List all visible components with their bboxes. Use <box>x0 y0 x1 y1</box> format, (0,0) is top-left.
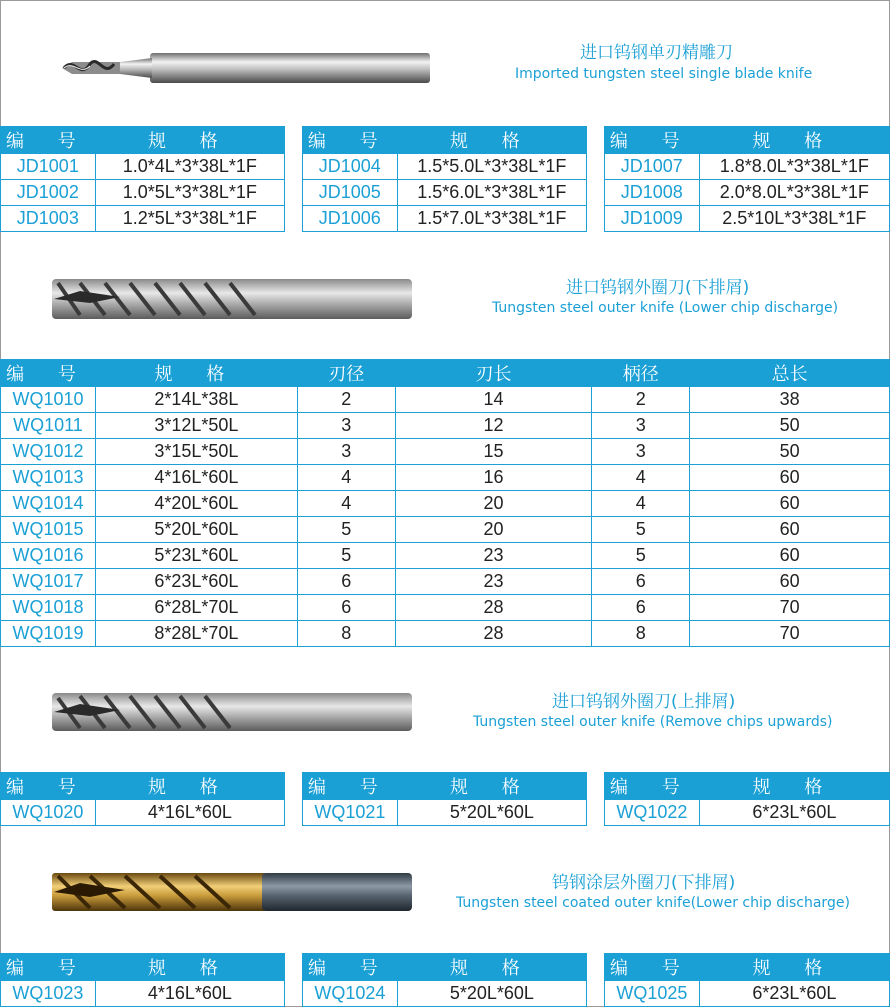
table-cell: 5 <box>297 517 395 543</box>
table-cell: 4 <box>592 491 690 517</box>
column-header: 刃径 <box>297 360 395 387</box>
table-row <box>1 413 890 439</box>
product-spec: 4*16L*60L <box>95 800 284 826</box>
product-code: WQ1010 <box>1 387 96 413</box>
product-spec: 2.0*8.0L*3*38L*1F <box>699 180 889 206</box>
header-code: 编 号 <box>303 127 398 154</box>
table-cell: 4 <box>297 491 395 517</box>
product-code: WQ1016 <box>1 543 96 569</box>
product-code: JD1006 <box>303 206 398 232</box>
section-title-cn: 进口钨钢外圈刀(下排屑) <box>566 278 750 298</box>
header-code: 编 号 <box>605 773 700 800</box>
table-cell: 60 <box>690 491 890 517</box>
table-row <box>1 517 890 543</box>
spec-table <box>302 126 587 232</box>
table-cell: 3*12L*50L <box>95 413 297 439</box>
table-cell: 6 <box>297 569 395 595</box>
product-code: JD1005 <box>303 180 398 206</box>
product-code: WQ1018 <box>1 595 96 621</box>
table-cell: 5*23L*60L <box>95 543 297 569</box>
table-cell: 50 <box>690 439 890 465</box>
table-cell: 6*23L*60L <box>95 569 297 595</box>
spec-table <box>302 772 587 826</box>
header-spec: 规 格 <box>397 127 586 154</box>
table-cell: 3 <box>297 413 395 439</box>
table-cell: 5 <box>592 517 690 543</box>
table-cell: 15 <box>395 439 592 465</box>
table-cell: 4 <box>592 465 690 491</box>
table-cell: 8*28L*70L <box>95 621 297 647</box>
column-header: 刃长 <box>395 360 592 387</box>
product-code: WQ1019 <box>1 621 96 647</box>
table-row <box>1 180 285 206</box>
table-cell: 5*20L*60L <box>95 517 297 543</box>
spec-table <box>604 126 890 232</box>
product-code: WQ1011 <box>1 413 96 439</box>
table-cell: 20 <box>395 517 592 543</box>
product-spec: 1.5*5.0L*3*38L*1F <box>397 154 586 180</box>
column-header: 规 格 <box>95 360 297 387</box>
spiral-end-mill-icon <box>50 275 415 323</box>
product-spec: 1.5*7.0L*3*38L*1F <box>397 206 586 232</box>
table-cell: 4 <box>297 465 395 491</box>
table-cell: 14 <box>395 387 592 413</box>
product-code: JD1003 <box>1 206 96 232</box>
product-spec: 1.5*6.0L*3*38L*1F <box>397 180 586 206</box>
header-spec: 规 格 <box>699 954 889 981</box>
table-cell: 23 <box>395 543 592 569</box>
table-cell: 60 <box>690 517 890 543</box>
table-row <box>1 621 890 647</box>
table-cell: 60 <box>690 465 890 491</box>
section-title-cn: 进口钨钢单刃精雕刀 <box>580 43 733 63</box>
header-spec: 规 格 <box>699 127 889 154</box>
table-row <box>1 465 890 491</box>
product-spec: 5*20L*60L <box>397 981 586 1007</box>
table-cell: 4*16L*60L <box>95 465 297 491</box>
product-spec: 4*16L*60L <box>95 981 284 1007</box>
product-spec: 6*23L*60L <box>699 981 889 1007</box>
section-title-cn: 钨钢涂层外圈刀(下排屑) <box>552 873 736 893</box>
header-code: 编 号 <box>1 954 96 981</box>
table-cell: 5 <box>297 543 395 569</box>
table-cell: 12 <box>395 413 592 439</box>
table-cell: 6 <box>592 569 690 595</box>
table-cell: 8 <box>297 621 395 647</box>
table-cell: 3*15L*50L <box>95 439 297 465</box>
table-cell: 6*28L*70L <box>95 595 297 621</box>
spec-table <box>604 953 890 1007</box>
header-code: 编 号 <box>1 127 96 154</box>
table-row <box>1 206 285 232</box>
header-spec: 规 格 <box>95 773 284 800</box>
table-row <box>1 387 890 413</box>
table-row <box>1 981 285 1007</box>
product-code: WQ1017 <box>1 569 96 595</box>
product-spec: 1.0*5L*3*38L*1F <box>95 180 284 206</box>
table-row <box>1 569 890 595</box>
table-cell: 4*20L*60L <box>95 491 297 517</box>
table-cell: 70 <box>690 595 890 621</box>
table-row <box>303 154 587 180</box>
single-blade-end-mill-icon <box>60 50 435 86</box>
table-cell: 60 <box>690 569 890 595</box>
product-code: JD1001 <box>1 154 96 180</box>
table-cell: 2*14L*38L <box>95 387 297 413</box>
section-title-cn: 进口钨钢外圈刀(上排屑) <box>552 692 736 712</box>
product-code: JD1007 <box>605 154 700 180</box>
table-row <box>605 154 890 180</box>
spec-table-full <box>0 359 890 647</box>
product-spec: 1.2*5L*3*38L*1F <box>95 206 284 232</box>
table-cell: 8 <box>592 621 690 647</box>
header-code: 编 号 <box>605 954 700 981</box>
table-cell: 20 <box>395 491 592 517</box>
table-row <box>605 800 890 826</box>
section-title-en: Tungsten steel outer knife (Remove chips upwards) <box>473 714 833 730</box>
table-row <box>303 981 587 1007</box>
table-row <box>1 491 890 517</box>
column-header: 编 号 <box>1 360 96 387</box>
table-row <box>605 206 890 232</box>
product-code: WQ1022 <box>605 800 700 826</box>
table-cell: 3 <box>592 413 690 439</box>
table-cell: 28 <box>395 621 592 647</box>
section-title-en: Tungsten steel outer knife (Lower chip discharge) <box>492 300 839 316</box>
table-cell: 70 <box>690 621 890 647</box>
table-cell: 6 <box>297 595 395 621</box>
table-row <box>1 800 285 826</box>
header-code: 编 号 <box>1 773 96 800</box>
product-spec: 6*23L*60L <box>699 800 889 826</box>
table-row <box>1 439 890 465</box>
product-code: WQ1015 <box>1 517 96 543</box>
table-cell: 60 <box>690 543 890 569</box>
header-code: 编 号 <box>303 773 398 800</box>
table-row <box>605 180 890 206</box>
product-code: WQ1021 <box>303 800 398 826</box>
section-title-en: Imported tungsten steel single blade knife <box>515 66 813 82</box>
column-header: 柄径 <box>592 360 690 387</box>
table-cell: 3 <box>297 439 395 465</box>
table-cell: 3 <box>592 439 690 465</box>
header-spec: 规 格 <box>397 954 586 981</box>
product-spec: 5*20L*60L <box>397 800 586 826</box>
header-spec: 规 格 <box>95 954 284 981</box>
product-code: WQ1023 <box>1 981 96 1007</box>
table-row <box>605 981 890 1007</box>
table-cell: 28 <box>395 595 592 621</box>
product-code: WQ1025 <box>605 981 700 1007</box>
table-cell: 5 <box>592 543 690 569</box>
table-row <box>303 206 587 232</box>
spec-table <box>0 772 285 826</box>
column-header: 总长 <box>690 360 890 387</box>
table-cell: 2 <box>297 387 395 413</box>
spiral-end-mill-icon <box>50 690 415 734</box>
table-cell: 50 <box>690 413 890 439</box>
header-code: 编 号 <box>605 127 700 154</box>
spec-table <box>302 953 587 1007</box>
product-code: JD1009 <box>605 206 700 232</box>
table-row <box>1 154 285 180</box>
product-spec: 1.0*4L*3*38L*1F <box>95 154 284 180</box>
table-row <box>1 595 890 621</box>
product-spec: 2.5*10L*3*38L*1F <box>699 206 889 232</box>
product-code: WQ1020 <box>1 800 96 826</box>
table-row <box>303 800 587 826</box>
product-code: WQ1014 <box>1 491 96 517</box>
table-cell: 16 <box>395 465 592 491</box>
product-spec: 1.8*8.0L*3*38L*1F <box>699 154 889 180</box>
spec-table <box>0 953 285 1007</box>
table-cell: 38 <box>690 387 890 413</box>
table-cell: 2 <box>592 387 690 413</box>
product-code: WQ1012 <box>1 439 96 465</box>
coated-end-mill-icon <box>50 870 415 914</box>
spec-table <box>604 772 890 826</box>
product-code: WQ1013 <box>1 465 96 491</box>
product-code: WQ1024 <box>303 981 398 1007</box>
table-cell: 23 <box>395 569 592 595</box>
table-row <box>1 543 890 569</box>
product-code: JD1002 <box>1 180 96 206</box>
table-cell: 6 <box>592 595 690 621</box>
product-code: JD1004 <box>303 154 398 180</box>
header-spec: 规 格 <box>95 127 284 154</box>
header-spec: 规 格 <box>699 773 889 800</box>
table-row <box>303 180 587 206</box>
product-code: JD1008 <box>605 180 700 206</box>
section-title-en: Tungsten steel coated outer knife(Lower chip discharge) <box>456 895 850 911</box>
header-spec: 规 格 <box>397 773 586 800</box>
spec-table <box>0 126 285 232</box>
header-code: 编 号 <box>303 954 398 981</box>
